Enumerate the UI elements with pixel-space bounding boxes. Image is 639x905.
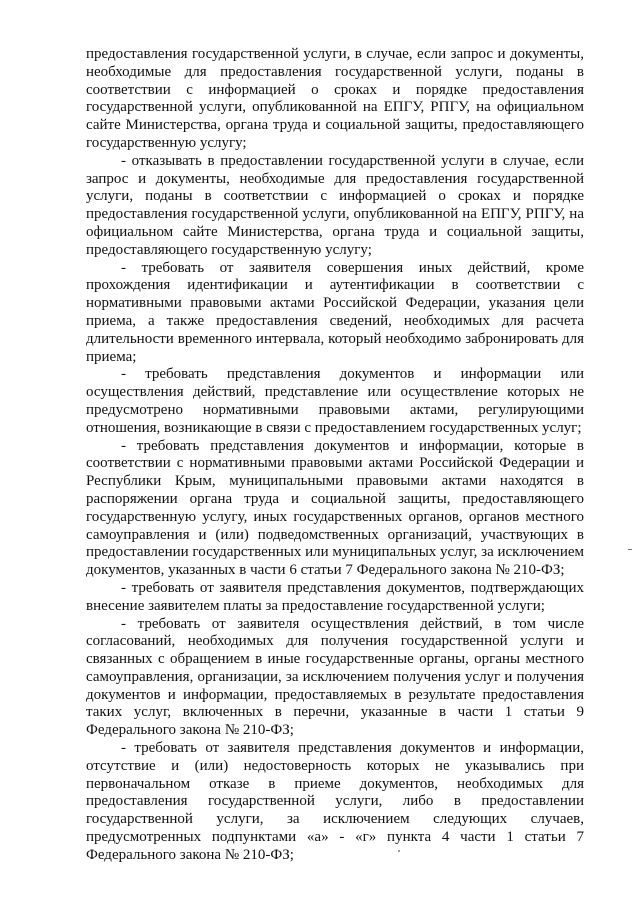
paragraph-7: - требовать от заявителя осуществления действий, в том числе согласований, необходимых для получения государственной услуги и связанных с обращением в иные государственные органы, органы местного самоуправления, организации, за исключением получения услуг и получения документов и информации, предоставляемых в результате предоставления таких услуг, включенных в перечни, указанные в части 1 статьи 9 Федерального закона № 210-ФЗ; (86, 615, 584, 739)
paragraph-4: - требовать представления документов и информации или осуществления действий, представление или осуществление которых не предусмотрено нормативными правовыми актами, регулирующими отношения, возникающие в связи с предоставлением государственных услуг; (86, 366, 584, 436)
paragraph-1: предоставления государственной услуги, в случае, если запрос и документы, необходимые для предоставления государственной услуги, поданы в соответствии с информацией о сроках и порядке предоставления государственной услуги, опубликованной на ЕПГУ, РПГУ, на официальном сайте Министерства, органа труда и социальной защиты, предоставляющего государственную услугу; (86, 46, 584, 151)
paragraph-2: - отказывать в предоставлении государственной услуги в случае, если запрос и документы, необходимые для предоставления государственной услуги, поданы в соответствии с информацией о сроках и порядке предоставления государственной услуги, опубликованной на ЕПГУ, РПГУ, на официальном сайте Министерства, органа труда и социальной защиты, предоставляющего государственную услугу; (86, 152, 584, 258)
paragraph-5: - требовать представления документов и информации, которые в соответствии с нормативными правовыми актами Российской Федерации и Республики Крым, муниципальными правовыми актами находятся в распоряжении органа труда и социальной защиты, предоставляющего государственную услугу, иных государственных органов, органов местного самоуправления и (или) подведомственных организаций, участвующих в предоставлении государственных или муниципальных услуг, за исключением документов, указанных в части 6 статьи 7 Федерального закона № 210-ФЗ; (86, 437, 584, 579)
paragraph-3: - требовать от заявителя совершения иных действий, кроме прохождения идентификации и аутентификации в соответствии с нормативными правовыми актами Российской Федерации, указания цели приема, а также предоставления сведений, необходимых для расчета длительности временного интервала, который необходимо забронировать для приема; (86, 259, 584, 365)
paragraph-8: - требовать от заявителя представления документов и информации, отсутствие и (или) недостоверность которых не указывались при первоначальном отказе в приеме документов, необходимых для предоставления государственной услуги, либо в предоставлении государственной услуги, за исключением следующих случаев, предусмотренных подпунктами «а» - «г» пункта 4 части 1 статьи 7 Федерального закона № 210-ФЗ; (86, 740, 584, 863)
scan-dot (398, 850, 400, 852)
paragraph-6: - требовать от заявителя представления документов, подтверждающих внесение заявителем платы за предоставление государственной услуги; (86, 579, 584, 614)
document-page (86, 46, 584, 865)
scan-mark (628, 549, 632, 550)
